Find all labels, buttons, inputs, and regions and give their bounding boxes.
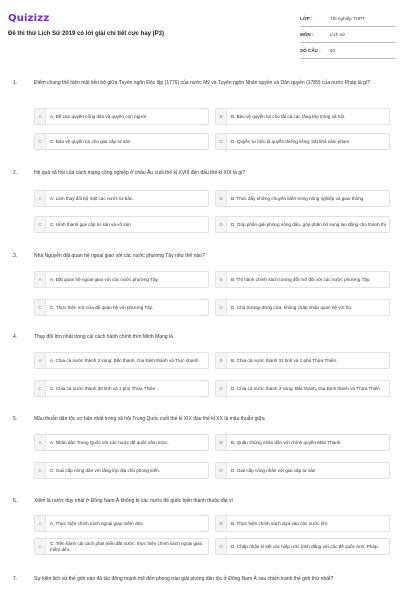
option-text: B. Chia cả nước thành 31 tỉnh và 1 phủ Thừa Thiên. [231,357,338,363]
answer-option-a[interactable] [34,352,209,369]
meta-value: Tốt nghiệp THPT [330,16,365,21]
option-text: B. Quần chúng nhân dân với chính quyền Mãn Thanh. [231,439,342,445]
answer-option-a[interactable] [34,190,209,207]
option-text: D. Góp phần giải phóng nông dân, góp phần bổ sung lao động cho thành thị [231,221,386,227]
option-letter: A [35,353,46,368]
answer-option-d[interactable] [215,299,390,316]
meta-value: Lịch sử [330,32,346,37]
option-letter: C [35,539,46,554]
option-letter: B [216,191,227,206]
question-number: 6. [13,498,18,504]
answer-option-a[interactable] [34,434,209,451]
meta-key: SỐ CÂU : [300,48,321,53]
worksheet-header [0,0,400,62]
option-letter: B [216,435,227,450]
option-text: A. Đặt quan hệ ngoại giao với các nước phương Tây. [50,276,159,282]
option-text: A. Nhân dân Trung Quốc với các nước đế quốc xâm lược. [50,439,169,445]
option-letter: A [35,109,46,124]
question-text: Hệ quả xã hội của cách mạng công nghiệp ở châu Âu cuối thế kỉ XVIII đến đầu thế kỉ XIX là gì? [34,170,246,176]
option-text: A. Thực hiện chính sách ngoại giao mềm dẻo [50,520,143,526]
option-letter: A [35,516,46,531]
option-letter: C [35,300,46,315]
question-number: 4. [13,334,18,340]
option-letter: B [216,109,227,124]
option-text: C. Tiến hành cải cách phát triển đất nước, thực hiện chính sách ngoại giao mềm dẻo. [50,540,203,552]
question-text: Thay đổi lớn nhất trong cải cách hành chính thời Minh Mạng là [34,334,173,340]
question-number: 5. [13,416,18,422]
meta-key: MÔN : [300,32,314,37]
option-letter: C [35,217,46,232]
option-text: B. Thúc đẩy những chuyển biến trong nông nghiệp và giao thông [231,195,364,201]
question-text: Mâu thuẫn dân tộc cơ bản nhất trong xã hội Trung Quốc cuối thế kỉ XIX đầu thế kỉ XX là mâu thuẫn giữa [34,416,265,422]
option-letter: D [216,217,227,232]
option-text: C. Bảo vệ quyền lợi cho giai cấp tư sản [50,138,131,144]
meta-row-subject [300,27,395,43]
option-letter: B [216,272,227,287]
meta-row-count [300,43,395,59]
option-letter: B [216,353,227,368]
option-letter: B [216,516,227,531]
option-letter: A [35,191,46,206]
answer-option-c[interactable] [34,299,209,316]
option-text: C. Chia cả nước thành 30 tỉnh và 1 phủ Thừa Thiên [50,385,156,391]
answer-option-b[interactable] [215,434,390,451]
option-letter: D [216,381,227,396]
option-letter: A [35,272,46,287]
option-letter: D [216,539,227,554]
option-text: B. Thực hiện chính sách dựa vào các nước lớn [231,520,328,526]
option-text: A. Làm thay đổi bộ mặt các nước tư bản. [50,195,134,201]
option-text: D. Chia cả nước thành 3 vùng: Bắc thành, Gia Định thành và Thừa Thiên [231,385,380,391]
option-text: B. Thi hành chính sách tương đối mở đối với các nước phương Tây. [231,276,371,282]
answer-option-b[interactable] [215,108,390,125]
answer-option-b[interactable] [215,515,390,532]
option-text: B. Bảo vệ quyền lợi cho tất cả các tầng lớp trong xã hội. [231,113,346,119]
option-letter: C [35,381,46,396]
answer-option-b[interactable] [215,190,390,207]
answer-option-c[interactable] [34,133,209,150]
question-text: Xiêm là nước duy nhất ở Đông Nam Á không bị các nước đế quốc biến thành thuộc địa vì [34,498,233,504]
answer-option-c[interactable] [34,216,209,233]
option-text: C. Thực hiện mở cửa để quan hệ với phương Tây. [50,304,154,310]
option-letter: D [216,463,227,478]
question-number: 2. [13,170,18,176]
option-letter: D [216,300,227,315]
page-title: Đề thi thử Lịch Sử 2019 có lời giải chi tiết cực hay (P3) [8,31,165,37]
option-text: D. Chấp nhận kí kết các hiệp ước bình đẳng với các đế quốc Anh, Pháp. [231,543,379,549]
answer-option-d[interactable] [215,380,390,397]
option-letter: C [35,134,46,149]
answer-option-c[interactable] [34,380,209,397]
option-letter: C [35,463,46,478]
question-text: Điểm chung thể hiện mặt tiến bộ giữa Tuyên ngôn Độc lập (1776) của nước Mỹ và Tuyên ngôn Nhân quyền và Dân quyền (1789) của nước Pháp là gì? [34,80,370,86]
option-text: A. Chia cả nước thành 3 vùng: Bắc thành, Gia Định thành và Trực doanh [50,357,199,363]
answer-option-b[interactable] [215,352,390,369]
answer-option-d[interactable] [215,462,390,479]
option-text: D. Quyền tư hữu là quyền thiêng liêng, bất khả xâm phạm [231,138,350,144]
option-letter: A [35,435,46,450]
answer-option-c[interactable] [34,462,209,479]
answer-option-d[interactable] [215,216,390,233]
answer-option-d[interactable] [215,133,390,150]
option-text: D. Chủ trương đóng cửa, không chấp nhận quan hệ với họ. [231,304,353,310]
option-text: C. Hình thành giai cấp tư sản và vô sản [50,221,131,227]
answer-option-c[interactable] [34,538,209,555]
question-number: 7. [13,576,18,582]
option-text: C. Giai cấp nông dân với tầng lớp địa chủ phong kiến. [50,467,160,473]
meta-row-class [300,11,395,27]
question-number: 1. [13,80,18,86]
answer-option-a[interactable] [34,515,209,532]
option-text: A. Đề cao quyền công dân và quyền con người [50,113,147,119]
question-number: 3. [13,253,18,259]
answer-option-a[interactable] [34,108,209,125]
question-text: Sự kiện lịch sử thế giới nào đã tác động mạnh mẽ đến phong trào giải phóng dân tộc ở Đông Nam Á sau chiến tranh thế giới thứ nhất? [34,576,334,582]
answer-option-d[interactable] [215,538,390,555]
meta-table [300,11,395,59]
answer-option-b[interactable] [215,271,390,288]
question-text: Nhà Nguyễn đặt quan hệ ngoại giao với các nước phương Tây như thế nào? [34,253,205,259]
option-text: D. Giai cấp công nhân với giai cấp tư sản [231,467,316,473]
option-letter: D [216,134,227,149]
quizizz-logo: Quizizz [8,13,50,24]
answer-option-a[interactable] [34,271,209,288]
meta-key: LỚP : [300,16,313,21]
meta-value: 40 [330,48,336,53]
